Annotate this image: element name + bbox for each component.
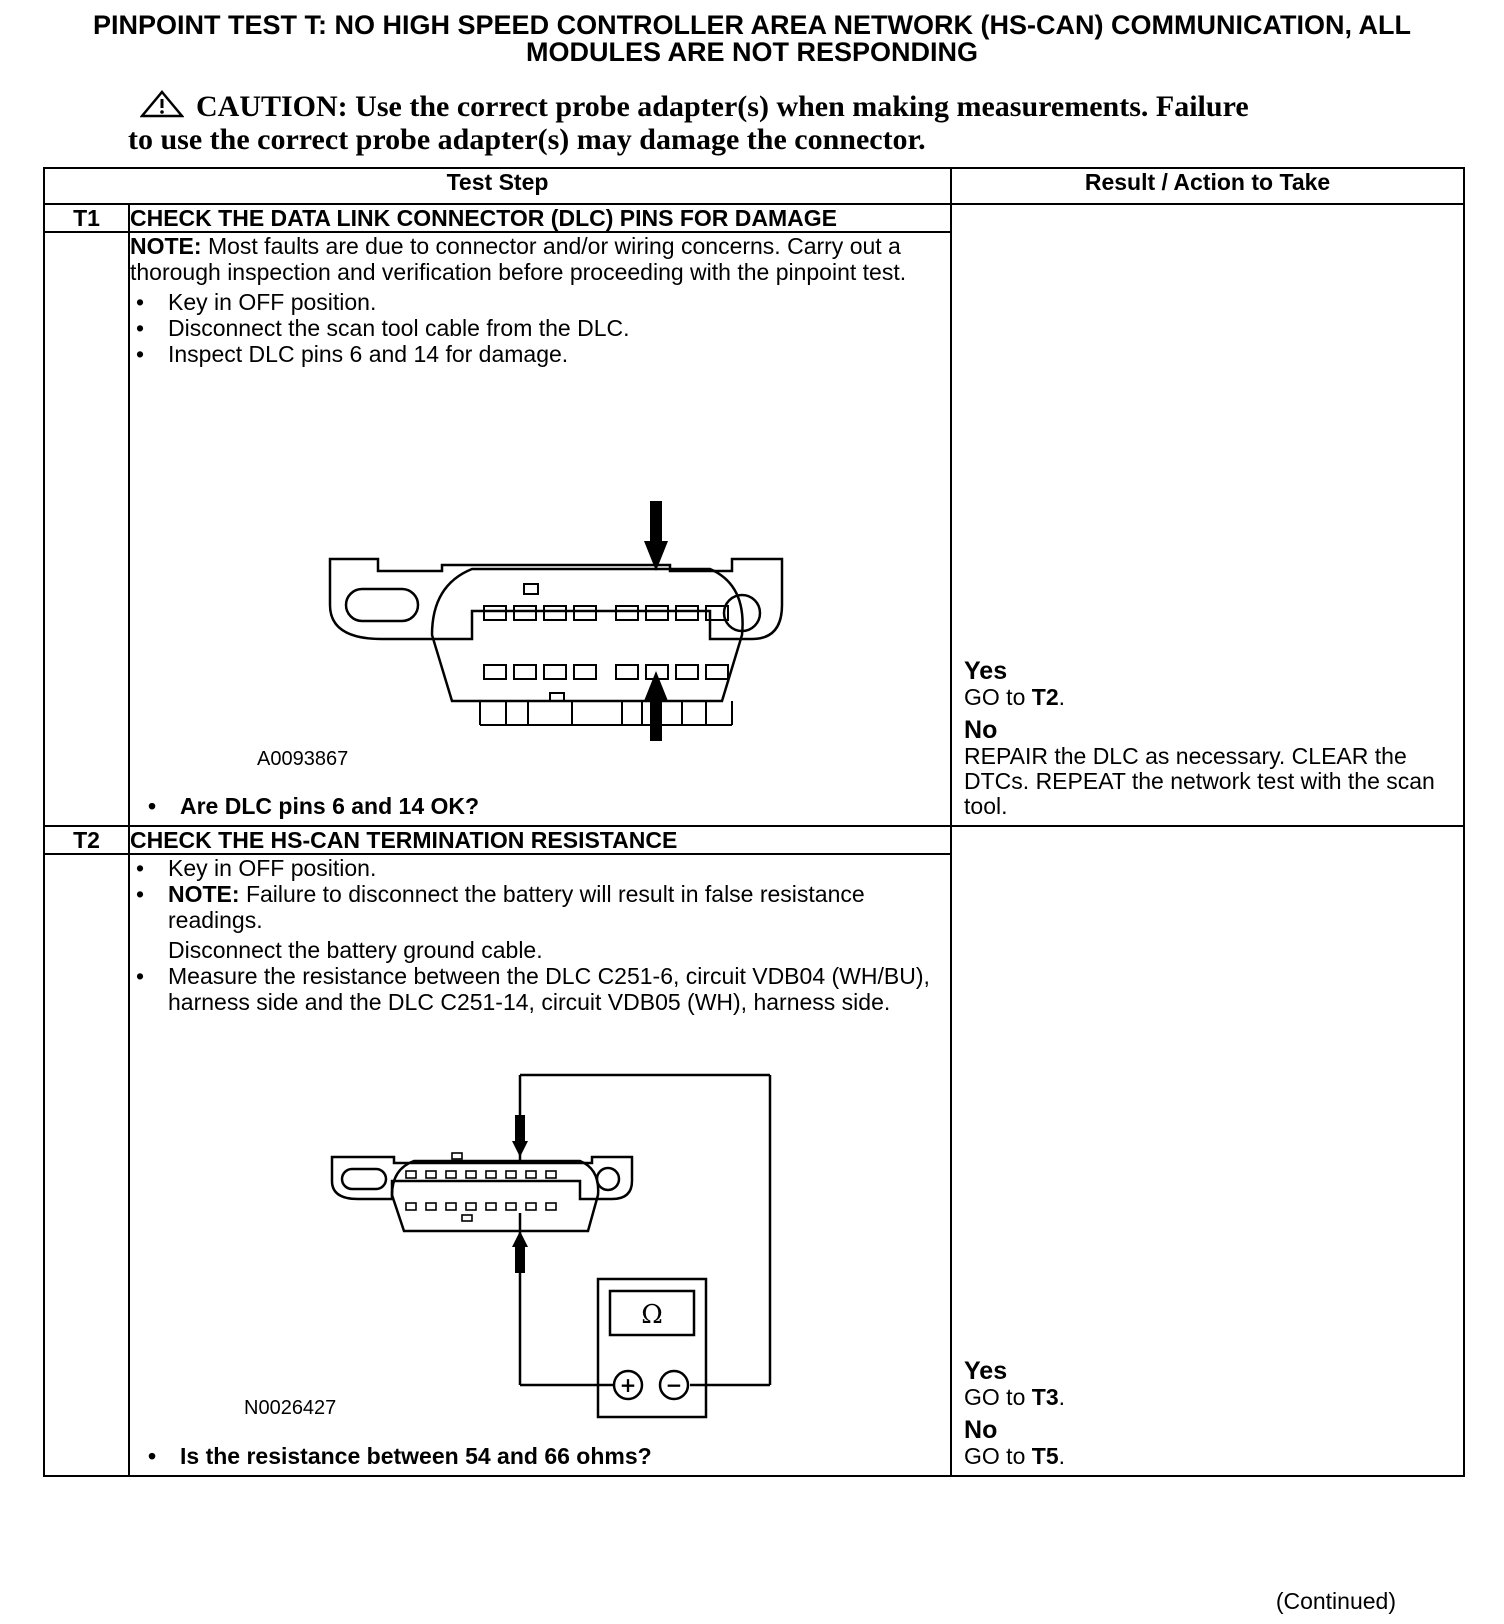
t2-body (129, 854, 951, 1476)
t1-yes-action: GO to T2. (964, 684, 1065, 710)
step-heading-t1: CHECK THE DATA LINK CONNECTOR (DLC) PINS FOR DAMAGE (129, 204, 951, 232)
t2-bullet-list (130, 855, 950, 933)
list-item: • Inspect DLC pins 6 and 14 for damage. (130, 341, 950, 367)
list-item: • NOTE: Failure to disconnect the battery will result in false resistance readings. (130, 881, 950, 933)
t1-bullet-list (130, 289, 950, 367)
t1-body (129, 232, 951, 826)
list-item: • Key in OFF position. (130, 855, 950, 881)
header-result: Result / Action to Take (951, 168, 1464, 204)
step-id-t1: T1 (44, 204, 129, 232)
list-item: • Disconnect the scan tool cable from the DLC. (130, 315, 950, 341)
t1-body-spacer (44, 232, 129, 826)
t2-yes-action: GO to T3. (964, 1384, 1065, 1410)
header-test-step: Test Step (44, 168, 951, 204)
list-item: • Key in OFF position. (130, 289, 950, 315)
t1-question: • Are DLC pins 6 and 14 OK? (142, 793, 479, 819)
t2-question: • Is the resistance between 54 and 66 ohms? (142, 1443, 652, 1469)
result-cell-t1 (951, 204, 1464, 826)
t2-figure-label: N0026427 (244, 1397, 337, 1419)
t2-yes-label: Yes (964, 1357, 1008, 1385)
test-steps-table (43, 167, 1465, 1477)
resistance-measurement-diagram (142, 1065, 942, 1485)
caution-notice (128, 90, 1388, 156)
caution-text-2: to use the correct probe adapter(s) may damage the connector. (128, 123, 926, 156)
dlc-connector-diagram (142, 381, 942, 741)
title-line-2: MODULES ARE NOT RESPONDING (525, 37, 979, 67)
t2-bullet-list-2 (130, 963, 950, 1015)
t1-yes-label: Yes (964, 657, 1008, 685)
continued-label: (Continued) (1275, 1588, 1396, 1614)
list-item: • Measure the resistance between the DLC C251-6, circuit VDB04 (WH/BU), harness side and the DLC C251-14, circuit VDB05 (WH), harness side. (130, 963, 950, 1015)
t2-no-label: No (964, 1416, 998, 1444)
ohm-symbol: Ω (641, 1300, 663, 1330)
minus-terminal: − (665, 1373, 683, 1397)
t1-figure-label: A0093867 (257, 748, 349, 770)
t2-body-spacer (44, 854, 129, 1476)
caution-label: CAUTION: (196, 90, 348, 123)
t2-question-list (142, 1443, 652, 1469)
t1-question-list (142, 793, 479, 819)
caution-text-1: Use the correct probe adapter(s) when making measurements. Failure (355, 90, 1249, 123)
warning-triangle-icon (140, 90, 184, 118)
page-title (0, 12, 1504, 66)
t1-note: NOTE: Most faults are due to connector and/or wiring concerns. Carry out a thorough inspection and verification before proceeding with the pinpoint test. (130, 233, 907, 285)
step-heading-t2: CHECK THE HS-CAN TERMINATION RESISTANCE (129, 826, 951, 854)
plus-terminal: + (619, 1373, 637, 1397)
step-id-t2: T2 (44, 826, 129, 854)
t2-no-action: GO to T5. (964, 1443, 1065, 1469)
t1-no-label: No (964, 716, 998, 744)
t1-no-action: REPAIR the DLC as necessary. CLEAR the DTCs. REPEAT the network test with the scan tool. (964, 743, 1435, 819)
result-cell-t2 (951, 826, 1464, 1476)
t2-note-followup: Disconnect the battery ground cable. (168, 937, 543, 963)
title-line-1: PINPOINT TEST T: NO HIGH SPEED CONTROLLER AREA NETWORK (HS-CAN) COMMUNICATION, ALL (93, 10, 1411, 40)
